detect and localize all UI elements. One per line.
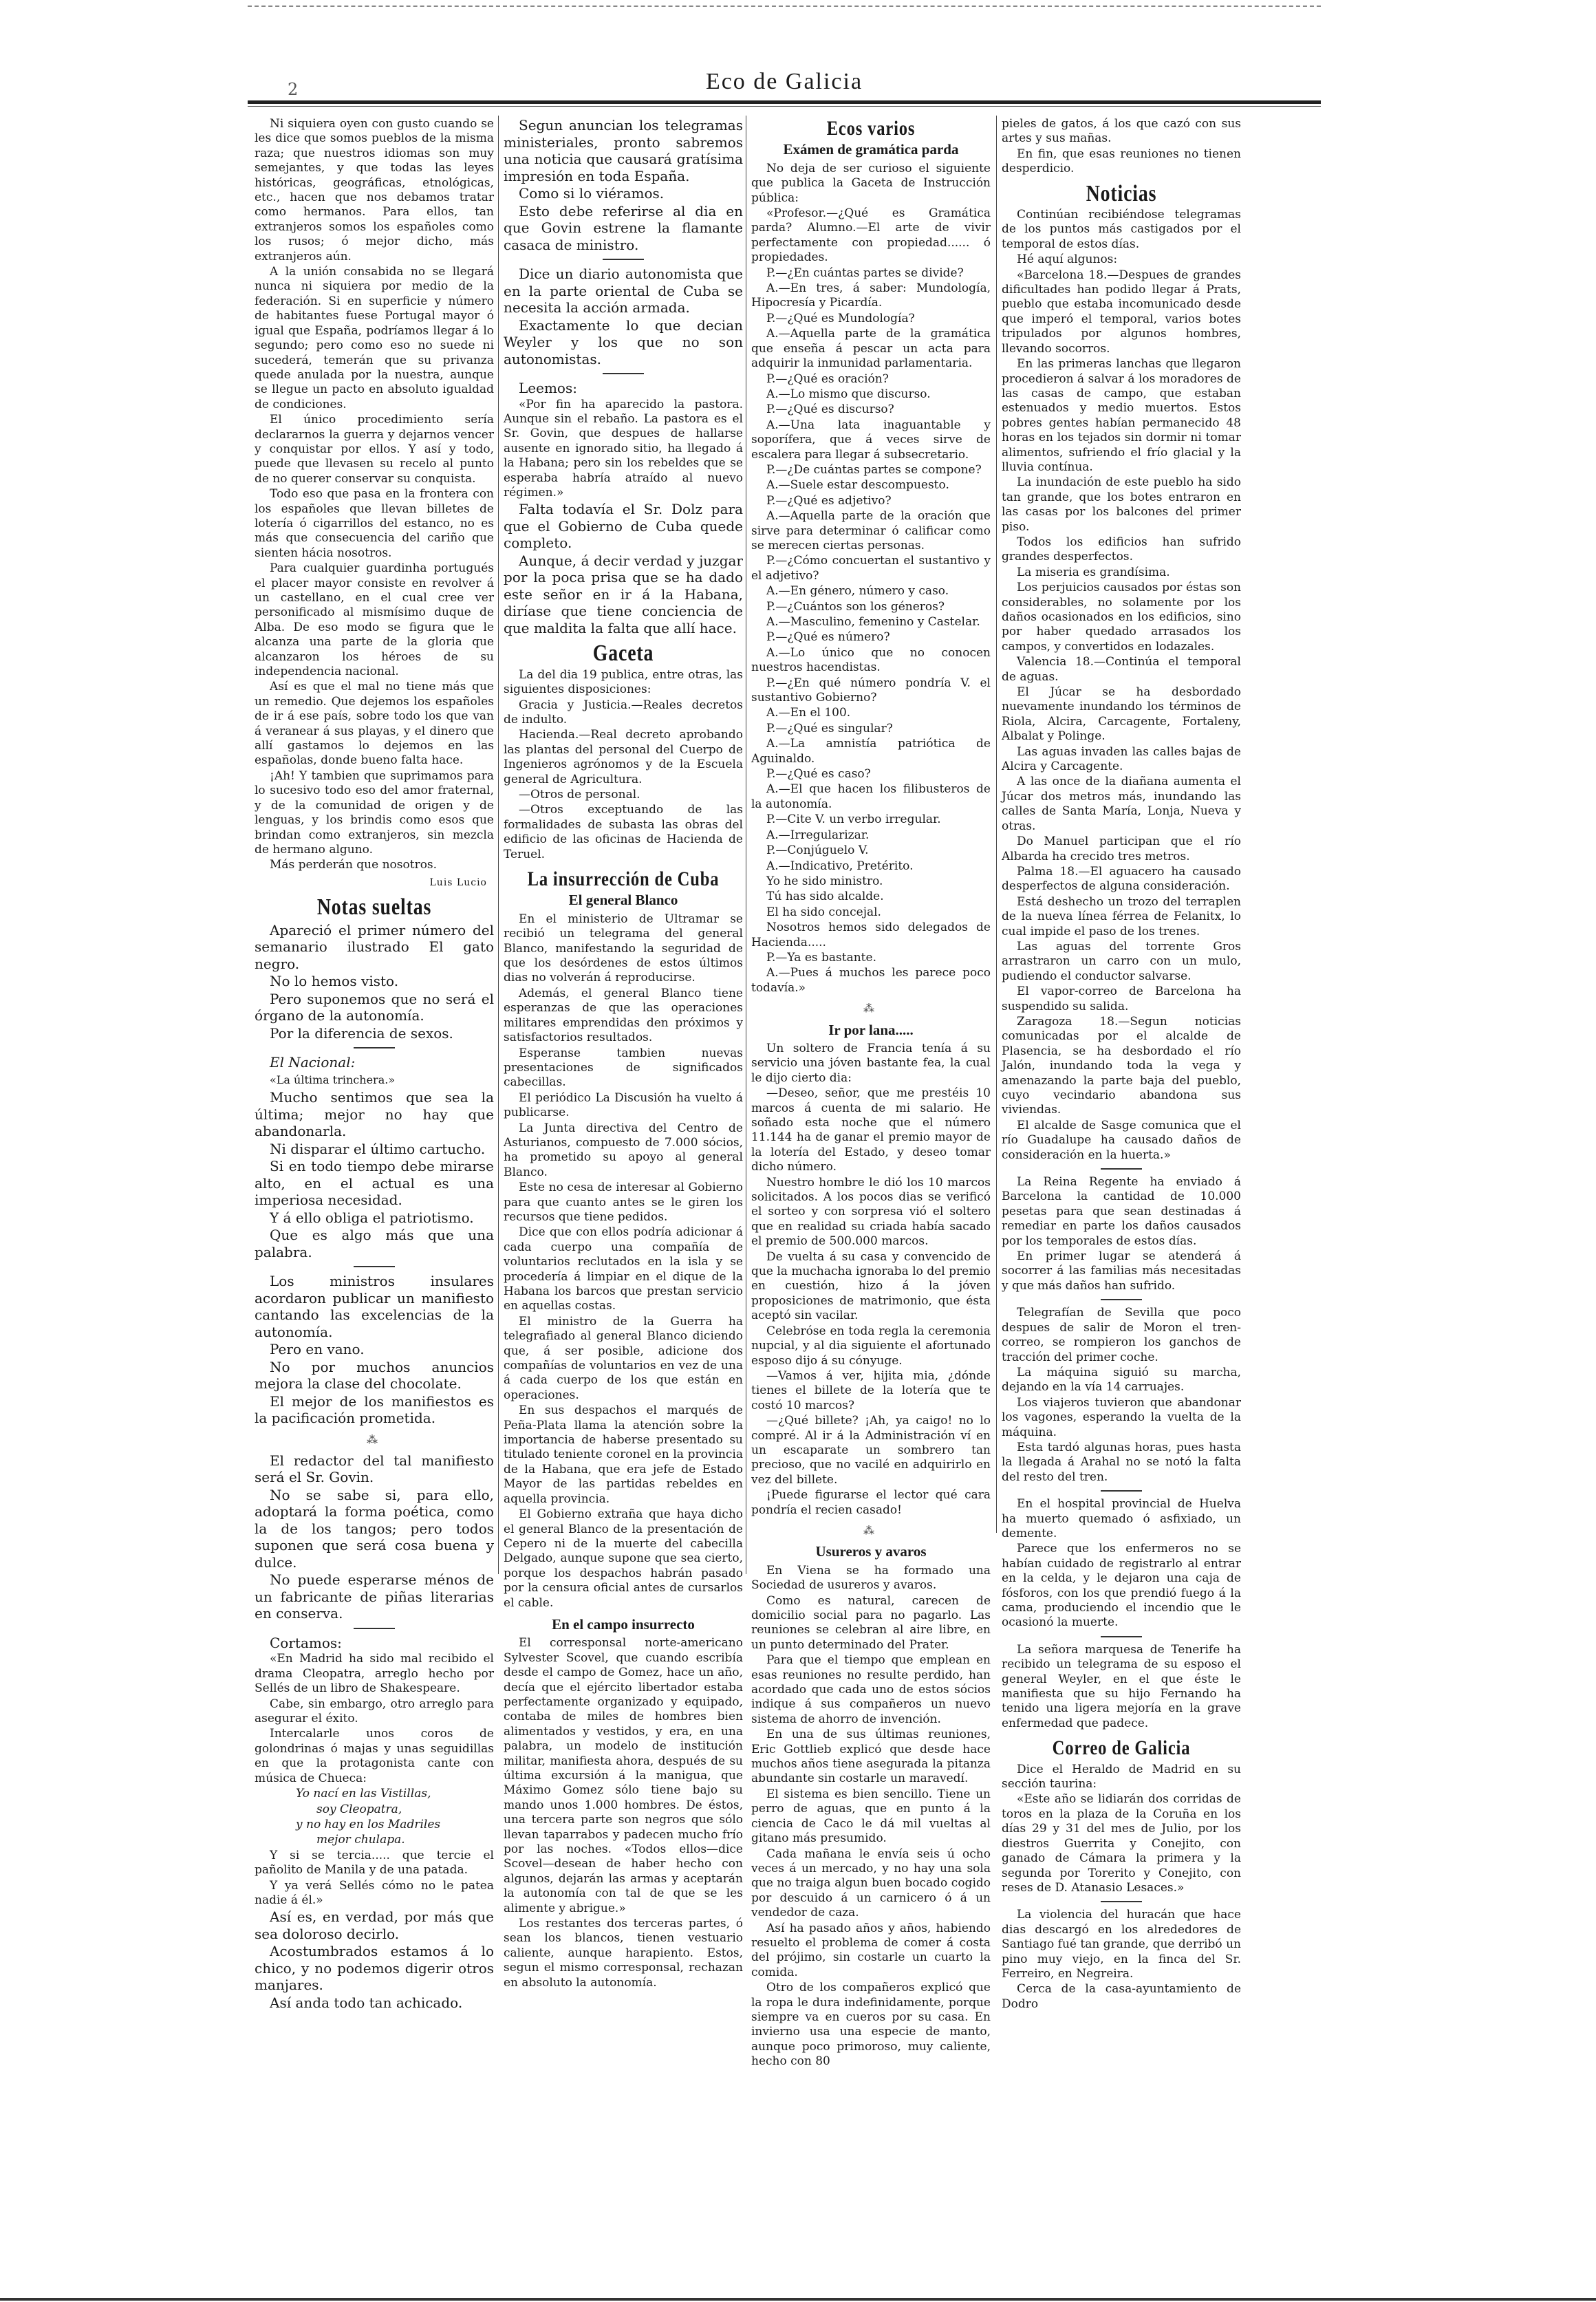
paragraph: Como si lo viéramos.: [519, 185, 665, 202]
paragraph: P.—¿Qué es Mundología?: [766, 311, 915, 325]
paragraph: Y á ello obliga el patriotismo.: [270, 1209, 474, 1226]
paragraph: A las once de la diañana aumenta el Júcar dos metros más, inundando las calles de Santa María, Lonja, Nueva y otras.: [1002, 775, 1241, 833]
paragraph: Cabe, sin embargo, otro arreglo para asegurar el éxito.: [255, 1697, 494, 1726]
paragraph: El ha sido concejal.: [766, 905, 881, 919]
paragraph: En sus despachos el marqués de Peña-Plata llama la atención sobre la importancia de haberse presentado su titulado teniente coronel en la provincia de la Habana, que era jefe de Estado Mayor de las partidas rebeldes en aquella provincia.: [504, 1403, 743, 1506]
paragraph: Palma 18.—El aguacero ha causado desperfectos de alguna consideración.: [1002, 864, 1241, 894]
paragraph: Mucho sentimos que sea la última; mejor no hay que abandonarla.: [255, 1089, 494, 1140]
paragraph: P.—¿Qué es singular?: [766, 721, 893, 735]
paragraph: P.—¿Cuántos son los géneros?: [766, 599, 945, 614]
paragraph: Y ya verá Sellés cómo no le patea nadie á él.»: [255, 1878, 494, 1907]
paragraph: A.—Indicativo, Pretérito.: [766, 859, 914, 873]
scan-bottom-edge: [0, 2298, 1596, 2301]
paragraph: La del dia 19 publica, entre otras, las siguientes disposiciones:: [504, 667, 743, 697]
paragraph: En Viena se ha formado una Sociedad de usureros y avaros.: [751, 1563, 991, 1593]
paragraph: El mejor de los manifiestos es la pacificación prometida.: [255, 1392, 494, 1427]
paragraph: A.—Lo mismo que discurso.: [766, 387, 931, 401]
paragraph: No se sabe si, para ello, adoptará la forma poética, como la de los tangos; pero todos suponen que será cosa buena y dulce.: [255, 1486, 494, 1571]
paragraph: Además, el general Blanco tiene esperanzas de que las operaciones militares emprendidas den próximos y satisfactorios resultados.: [504, 986, 743, 1045]
paragraph: P.—¿Cómo concuertan el sustantivo y el adjetivo?: [751, 554, 991, 583]
paragraph: Por la diferencia de sexos.: [270, 1024, 453, 1042]
scan-edge-rule: [248, 6, 1321, 7]
section-heading-notas-sueltas: Notas sueltas: [316, 894, 432, 921]
paragraph: A.—Irregularizar.: [766, 828, 870, 842]
paragraph: En fin, que esas reuniones no tienen desperdicio.: [1002, 147, 1241, 176]
paragraph: Exactamente lo que decian Weyler y los que no son autonomistas.: [504, 316, 743, 367]
paragraph: En una de sus últimas reuniones, Eric Gottlieb explicó que desde hace muchos años tiene asegurada la pitanza abundante sin costarle un maravedí.: [751, 1728, 991, 1786]
paragraph: Dice un diario autonomista que en la parte oriental de Cuba se necesita la acción armada.: [504, 266, 743, 316]
paragraph: La inundación de este pueblo ha sido tan grande, que los botes entraron en las casas por los balcones del primer piso.: [1002, 475, 1241, 534]
paragraph: Nuestro hombre le dió los 10 marcos solicitados. A los pocos dias se verificó el sorteo y con sorpresa vió el soltero que en realidad su criada había sacado el premio de 500.000 marcos.: [751, 1175, 991, 1249]
subheading-usureros: Usureros y avaros: [815, 1543, 927, 1560]
section-heading-insurreccion: La insurrección de Cuba: [527, 868, 720, 891]
verse-line: Yo nací en las Vistillas,: [296, 1787, 431, 1801]
paragraph: El Nacional:: [270, 1054, 356, 1071]
paragraph: Apareció el primer número del semanario ilustrado El gato negro.: [255, 921, 494, 972]
paragraph: Do Manuel participan que el río Albarda ha crecido tres metros.: [1002, 835, 1241, 863]
paragraph: Esta tardó algunas horas, pues hasta la llegada á Arahal no se notó la falta del resto del tren.: [1002, 1440, 1241, 1484]
paragraph: No lo hemos visto.: [270, 973, 399, 990]
paragraph: El Júcar se ha desbordado nuevamente inundando los términos de Riola, Alcira, Carcagente, Fortaleny, Albalat y Polinge.: [1002, 685, 1241, 744]
asterism-separator: ⁂: [863, 1523, 878, 1537]
paragraph: Así es, en verdad, por más que sea doloroso decirlo.: [255, 1908, 494, 1942]
paragraph: P.—¿De cuántas partes se compone?: [766, 462, 982, 477]
column-1: [255, 117, 494, 2011]
paragraph: P.—¿En qué número pondría V. el sustantivo Gobierno?: [751, 676, 991, 705]
paragraph: Este no cesa de interesar al Gobierno para que cuanto antes se le giren los recursos que tiene pedidos.: [504, 1181, 743, 1224]
paragraph: —Otros exceptuando de las formalidades de subasta las obras del edificio de las oficinas de Hacienda de Teruel.: [504, 803, 743, 861]
paragraph: P.—¿Qué es discurso?: [766, 402, 894, 417]
paragraph: Los viajeros tuvieron que abandonar los vagones, esperando la vuelta de la máquina.: [1002, 1395, 1241, 1439]
verse-line: soy Cleopatra,: [316, 1802, 402, 1816]
paragraph: A.—Suele estar descompuesto.: [766, 478, 949, 493]
paragraph: P.—Cite V. un verbo irregular.: [766, 813, 941, 827]
verse-line: mejor chulapa.: [316, 1833, 405, 1847]
paragraph: A.—Aquella parte de la oración que sirve para determinar ó calificar como se merecen ciertas personas.: [751, 509, 991, 552]
paragraph: «Barcelona 18.—Despues de grandes dificultades han podido llegar á Prats, pueblo que estaba incomunicado desde que imperó el temporal, varios botes tripulados por algunos hombres, llevando socorros.: [1002, 268, 1241, 356]
paragraph: Pero en vano.: [270, 1341, 365, 1358]
verse-line: y no hay en los Madriles: [296, 1817, 441, 1831]
paragraph: En las primeras lanchas que llegaron procedieron á salvar á los moradores de las casas de campo, que estaban estenuados y medio muertos. Estos pobres gentes habían permanecido 48 horas en los tejados sin dormir ni tomar alimentos, sufriendo el frío glacial y la lluvia contínua.: [1002, 357, 1241, 474]
separator-rule: [354, 1628, 395, 1629]
article-signature: Luis Lucio: [429, 876, 487, 888]
paragraph: En el ministerio de Ultramar se recibió un telegrama del general Blanco, manifestando la seguridad de que los desórdenes de estos últimos dias no volverán á reproducirse.: [504, 912, 743, 985]
paragraph: P.—¿En cuántas partes se divide?: [766, 266, 964, 280]
paragraph: La Reina Regente ha enviado á Barcelona la cantidad de 10.000 pesetas para que sean destinadas á remediar en parte los daños causados por los temporales de estos días.: [1002, 1175, 1241, 1248]
paragraph: Parece que los enfermeros no se habían cuidado de registrarlo al entrar en la celda, y le dejaron una caja de fósforos, con los que prendió fuego á la cama, produciendo el incendio que le ocasionó la muerte.: [1002, 1542, 1241, 1630]
paragraph: —¿Qué billete? ¡Ah, ya caigo! no lo compré. Al ir á la Administración ví en un escaparate un sombrero tan precioso, que no vacilé en adquirirlo en vez del billete.: [751, 1414, 991, 1487]
section-heading-ecos-varios: Ecos varios: [826, 117, 916, 140]
paragraph: A.—En el 100.: [766, 706, 851, 720]
paragraph: Cada mañana le envía seis ú ocho veces á un mercado, y no hay una sola que no traiga algun buen bocado cogido por descuido á un carnicero ó á un vendedor de caza.: [751, 1847, 991, 1920]
separator-rule: [354, 1266, 395, 1267]
paragraph: El periódico La Discusión ha vuelto á publicarse.: [504, 1090, 743, 1120]
paragraph: Todo eso que pasa en la frontera con los españoles que llevan billetes de lotería ó cigarrillos del estanco, no es más que consecuencia del cariño que sienten hácia nosotros.: [255, 487, 494, 560]
paragraph: En primer lugar se atenderá á socorrer á las familias más necesitadas y que más daños han sufrido.: [1002, 1249, 1241, 1293]
paragraph: Más perderán que nosotros.: [270, 858, 438, 872]
section-heading-noticias: Noticias: [1086, 180, 1157, 206]
paragraph: P.—¿Qué es adjetivo?: [766, 493, 892, 508]
newspaper-title: Eco de Galicia: [705, 69, 863, 94]
paragraph: La violencia del huracán que hace dias descargó en los alrededores de Santiago fué tan grande, que derribó un pino muy viejo, en la finca del Sr. Ferreiro, en Negreira.: [1002, 1908, 1241, 1981]
separator-rule: [354, 1047, 395, 1048]
paragraph: ¡Ah! Y tambien que suprimamos para lo sucesivo todo eso del amor fraternal, y de la comunidad de origen y de lenguas, y los brindis como esos que brindan como extranjeros, sin mezcla de hermano alguno.: [255, 768, 494, 857]
paragraph: Leemos:: [519, 380, 577, 396]
paragraph: Nosotros hemos sido delegados de Hacienda.....: [751, 921, 991, 949]
paragraph: De vuelta á su casa y convencido de que la muchacha ignoraba lo del premio en cuestión, hizo á la jóven proposiciones de matrimonio, que ésta aceptó sin vacilar.: [751, 1249, 991, 1323]
paragraph: El ministro de la Guerra ha telegrafiado al general Blanco diciendo que, á ser posible, adicione dos compañías de voluntarios en vez de una á cada cuerpo de los que están en operaciones.: [504, 1314, 743, 1402]
paragraph: Dice que con ellos podría adicionar á cada cuerpo una compañía de voluntarios reclutados en la isla y se procedería á limpiar en el dique de la Habana los barcos que prestan servicio en aquellas costas.: [504, 1225, 743, 1313]
paragraph: A la unión consabida no se llegará nunca ni siquiera por medio de la federación. Si en superficie y número de habitantes fuese Portugal mayor ó igual que España, podríamos llegar á lo segundo; pero como eso no suede ni sucederá, temerán que su privanza quede anulada por la nuestra, aunque se llegue un pacto en absoluto igualdad de condiciones.: [255, 265, 494, 411]
paragraph: No puede esperarse ménos de un fabricante de piñas literarias en conserva.: [255, 1571, 494, 1622]
masthead-rule-thin: [248, 106, 1321, 107]
paragraph: Está deshecho un trozo del terraplen de la nueva línea férrea de Felanitx, lo cual impide el paso de los trenes.: [1002, 894, 1241, 938]
paragraph: A.—En tres, á saber: Mundología, Hipocresía y Picardía.: [751, 281, 991, 310]
subheading-campo-insurrecto: En el campo insurrecto: [552, 1615, 695, 1633]
separator-rule: [603, 259, 644, 260]
subheading-general-blanco: El general Blanco: [568, 892, 678, 909]
paragraph: Celebróse en toda regla la ceremonia nupcial, y al dia siguiente el afortunado esposo dijo á su cónyuge.: [751, 1324, 991, 1368]
paragraph: Los ministros insulares acordaron publicar un manifiesto cantando las excelencias de la autonomía.: [255, 1273, 494, 1340]
paragraph: Falta todavía el Sr. Dolz para que el Gobierno de Cuba quede completo.: [504, 501, 743, 552]
paragraph: Intercalarle unos coros de golondrinas ó majas y unas seguidillas en que la protagonista cante con música de Chueca:: [255, 1727, 494, 1785]
paragraph: Las aguas del torrente Gros arrastraron un carro con un mulo, pudiendo el conductor salvarse.: [1002, 939, 1241, 983]
paragraph: Gracia y Justicia.—Reales decretos de indulto.: [504, 698, 743, 727]
paragraph: Esto debe referirse al dia en que Govin estrene la flamante casaca de ministro.: [504, 202, 743, 253]
subheading-examen: Exámen de gramática parda: [783, 141, 959, 158]
paragraph: «La última trinchera.»: [270, 1073, 396, 1086]
paragraph: Hé aquí algunos:: [1017, 252, 1118, 267]
section-heading-gaceta: Gaceta: [592, 641, 654, 667]
column-4: [1002, 117, 1241, 2011]
paragraph: No deja de ser curioso el siguiente que publica la Gaceta de Instrucción pública:: [751, 161, 991, 205]
paragraph: P.—Ya es bastante.: [766, 950, 876, 965]
paragraph: El redactor del tal manifiesto será el Sr. Govin.: [255, 1452, 494, 1486]
paragraph: La máquina siguió su marcha, dejando en la vía 14 carruajes.: [1002, 1365, 1241, 1395]
paragraph: ¡Puede figurarse el lector qué cara pondría el recien casado!: [751, 1488, 991, 1517]
paragraph: A.—Aquella parte de la gramática que enseña á pescar un acta para adquirir la inmunidad parlamentaria.: [751, 327, 991, 371]
paragraph: P.—Conjúguelo V.: [766, 843, 869, 858]
paragraph: Continúan recibiéndose telegramas de los puntos más castigados por el temporal de estos días.: [1002, 208, 1241, 251]
paragraph: Pero suponemos que no será el órgano de la autonomía.: [255, 990, 494, 1024]
paragraph: Y si se tercia..... que tercie el pañolito de Manila y de una patada.: [255, 1848, 494, 1878]
separator-rule: [1101, 1901, 1142, 1902]
paragraph: El Gobierno extraña que haya dicho el general Blanco de la presentación de Cepero ni de la muerte del cabecilla Delgado, aunque supone que sea cierto, porque los despachos habrán pasado por la censura oficial antes de cursarlos el cable.: [504, 1507, 743, 1610]
paragraph: «Este año se lidiarán dos corridas de toros en la plaza de la Coruña en los días 29 y 31 del mes de Julio, por los diestros Guerrita y Conejito, con ganado de Cámara la primera y la segunda por Torerito y Conejito, con reses de D. Atanasio Lesaces.»: [1002, 1792, 1241, 1895]
paragraph: P.—¿Qué es oración?: [766, 372, 889, 386]
paragraph: Así ha pasado años y años, habiendo resuelto el problema de comer á costa del prójimo, sin costarle un cuarto la comida.: [751, 1921, 991, 1979]
column-3: [751, 117, 991, 2069]
column-divider: [498, 116, 499, 1574]
paragraph: —Otros de personal.: [519, 788, 640, 802]
paragraph: La señora marquesa de Tenerife ha recibido un telegrama de su esposo el general Weyler, en el que éste le manifiesta que su hijo Fernando ha tenido una ligera mejoría en la grave enfermedad que padece.: [1002, 1642, 1241, 1730]
paragraph: Zaragoza 18.—Segun noticias comunicadas por el alcalde de Plasencia, se ha desbordado el río Jalón, inundando toda la vega y amenazando la parte baja del pueblo, cuyo vecindario abandona sus viviendas.: [1002, 1014, 1241, 1117]
paragraph: A.—La amnistía patriótica de Aguinaldo.: [751, 737, 991, 766]
separator-rule: [1101, 1490, 1142, 1492]
paragraph: Para que el tiempo que emplean en esas reuniones no resulte perdido, han acordado que cada uno de estos sócios indique á sus compañeros un nuevo sistema de ahorro de invención.: [751, 1653, 991, 1726]
paragraph: Así anda todo tan achicado.: [270, 1994, 463, 2011]
paragraph: Hacienda.—Real decreto aprobando las plantas del personal del Cuerpo de Ingenieros agrónomos y de la Escuela general de Agricultura.: [504, 728, 743, 786]
paragraph: Telegrafían de Sevilla que poco despues de salir de Moron el tren-correo, se rompieron los ganchos de tracción del primer coche.: [1002, 1306, 1241, 1364]
paragraph: A.—Pues á muchos les parece poco todavía.»: [751, 966, 991, 995]
paragraph: pieles de gatos, á los que cazó con sus artes y sus mañas.: [1002, 117, 1241, 146]
paragraph: Tú has sido alcalde.: [766, 890, 884, 904]
paragraph: Valencia 18.—Continúa el temporal de aguas.: [1002, 655, 1241, 684]
masthead-rule: [248, 100, 1321, 104]
paragraph: Si en todo tiempo debe mirarse alto, en el actual es una imperiosa necesidad.: [255, 1158, 494, 1209]
paragraph: El alcalde de Sasge comunica que el río Guadalupe ha causado daños de consideración en la huerta.»: [1002, 1118, 1241, 1162]
paragraph: Los perjuicios causados por éstas son considerables, no solamente por los daños ocasionados en los edificios, sino por haber quedado arrasados los campos, y convertidos en lodazales.: [1002, 581, 1241, 654]
paragraph: —Deseo, señor, que me prestéis 10 marcos á cuenta de mi salario. He soñado esta noche que el número 11.144 ha de ganar el premio mayor de la lotería del Estado, y deseo tomar dicho número.: [751, 1086, 991, 1174]
paragraph: Así es que el mal no tiene más que un remedio. Que dejemos los españoles de ir á ese país, sobre todo los que van á veranear á sus playas, y el dinero que allí gastamos lo dejemos en las españolas, donde bueno falta hace.: [255, 680, 494, 768]
paragraph: P.—¿Qué es número?: [766, 630, 890, 645]
paragraph: Acostumbrados estamos á lo chico, y no podemos digerir otros manjares.: [255, 1943, 494, 1994]
paragraph: En el hospital provincial de Huelva ha muerto quemado ó asfixiado, un demente.: [1002, 1497, 1241, 1540]
paragraph: Cerca de la casa-ayuntamiento de Dodro: [1002, 1982, 1241, 2011]
paragraph: A.—Lo único que no conocen nuestros hacendistas.: [751, 645, 991, 675]
paragraph: La miseria es grandísima.: [1017, 565, 1170, 579]
paragraph: Que es algo más que una palabra.: [255, 1227, 494, 1260]
paragraph: La Junta directiva del Centro de Asturianos, compuesto de 7.000 sócios, ha prometido su apoyo al general Blanco.: [504, 1121, 743, 1179]
paragraph: Todos los edificios han sufrido grandes desperfectos.: [1002, 535, 1241, 564]
paragraph: Esperanse tambien nuevas presentaciones de significados cabecillas.: [504, 1046, 743, 1090]
paragraph: El sistema es bien sencillo. Tiene un perro de aguas, que en punto á la ciencia de Caco le dá mil vueltas al gitano más presumido.: [751, 1787, 991, 1846]
paragraph: Las aguas invaden las calles bajas de Alcira y Carcagente.: [1002, 744, 1241, 774]
subheading-ir-por-lana: Ir por lana.....: [828, 1021, 914, 1038]
paragraph: Cortamos:: [270, 1634, 342, 1651]
paragraph: Aunque, á decir verdad y juzgar por la poca prisa que se ha dado este señor en ir á la Habana, diríase que tiene conciencia de que maldita la falta que allí hace.: [504, 552, 743, 636]
paragraph: Los restantes dos terceras partes, ó sean los blancos, tienen vestuario caliente, aunque harapiento. Estos, segun el mismo corresponsal, rechazan en absoluto la autonomía.: [504, 1917, 743, 1990]
separator-rule: [1101, 1636, 1142, 1637]
separator-rule: [603, 373, 644, 374]
paragraph: «Profesor.—¿Qué es Gramática parda? Alumno.—El arte de vivir perfectamente con propiedad...... ó propiedades.: [751, 206, 991, 265]
masthead: [248, 69, 1321, 99]
paragraph: Dice el Heraldo de Madrid en su sección taurina:: [1002, 1762, 1241, 1792]
paragraph: Segun anuncian los telegramas ministeriales, pronto sabremos una noticia que causará gratísima impresión en toda España.: [504, 117, 743, 184]
paragraph: P.—¿Qué es caso?: [766, 767, 871, 782]
paragraph: Ni siquiera oyen con gusto cuando se les dice que somos pueblos de la misma raza; que nuestros idiomas son muy semejantes, y que todas las leyes históricas, geográficas, etnológicas, etc., hacen que nos debamos tratar como hermanos. Para ellos, tan extranjeros somos los españoles como los rusos; ó mejor dicho, más extranjeros aún.: [255, 117, 494, 263]
paragraph: Un soltero de Francia tenía á su servicio una jóven bastante fea, la cual le dijo cierto dia:: [751, 1041, 991, 1085]
paragraph: El corresponsal norte-americano Sylvester Scovel, que cuando escribía desde el campo de Gomez, hace un año, decía que el ejército libertador estaba perfectamente organizado y equipado, contaba de miles de hombres bien alimentados y vestidos, y era, en una palabra, un modelo de institución militar, manifiesta ahora, después de su última excursión á la manigua, que Máximo Gomez sólo tiene bajo su mando unos 1.000 hombres. De éstos, una tercera parte son negros que sólo llevan taparrabos y padecen mucho frío por las noches. «Todos ellos—dice Scovel—desean de haber hecho con algunos, dejarán las armas y aceptarán la autonomía con tal de que se les alimente y abrigue.»: [504, 1636, 743, 1915]
paragraph: «En Madrid ha sido mal recibido el drama Cleopatra, arreglo hecho por Sellés de un libro de Shakespeare.: [255, 1652, 494, 1696]
paragraph: Ni disparar el último cartucho.: [270, 1140, 486, 1157]
page-number: 2: [288, 80, 299, 99]
paragraph: Otro de los compañeros explicó que la ropa le dura indefinidamente, porque siempre va en cueros por su casa. En invierno usa una especie de manto, aunque poco primoroso, muy caliente, hecho con 80: [751, 1981, 991, 2069]
paragraph: Yo he sido ministro.: [766, 874, 883, 888]
paragraph: No por muchos anuncios mejora la clase del chocolate.: [255, 1358, 494, 1392]
section-heading-correo-galicia: Correo de Galicia: [1052, 1736, 1191, 1760]
paragraph: A.—En género, número y caso.: [766, 584, 949, 599]
separator-rule: [1101, 1299, 1142, 1300]
paragraph: —Vamos á ver, hijita mia, ¿dónde tienes el billete de la lotería que te costó 10 marcos?: [751, 1368, 991, 1412]
paragraph: A.—El que hacen los filibusteros de la autonomía.: [751, 782, 991, 811]
paragraph: «Por fin ha aparecido la pastora. Aunque sin el rebaño. La pastora es el Sr. Govin, que despues de hallarse ausente en ignorado sitio, ha llegado á la Habana; pero sin los rebeldes que se esperaba habría atraído al nuevo régimen.»: [504, 397, 743, 499]
paragraph: A.—Una lata inaguantable y soporífera, que á veces sirve de escalera para llegar á subsecretario.: [751, 418, 991, 462]
column-2: [504, 117, 743, 1990]
column-divider: [996, 116, 997, 1533]
paragraph: El vapor-correo de Barcelona ha suspendido su salida.: [1002, 985, 1241, 1013]
asterism-separator: ⁂: [367, 1432, 382, 1446]
paragraph: El único procedimiento sería declararnos la guerra y dejarnos vencer y conquistar por ellos. Y así y todo, puede que llevasen su recelo al punto de no querer conservar su conquista.: [255, 413, 494, 486]
paragraph: Como es natural, carecen de domicilio social para no pagarlo. Las reuniones se celebran al aire libre, en un punto determinado del Prater.: [751, 1593, 991, 1652]
separator-rule: [1101, 1168, 1142, 1170]
asterism-separator: ⁂: [863, 1002, 878, 1015]
paragraph: Para cualquier guardinha portugués el placer mayor consiste en revolver á un castellano, en el cual cree ver personificado al mismísimo duque de Alba. De eso modo se figura que le alcanza una parte de la gloria que alcanzaron los héroes de su independencia nacional.: [255, 561, 494, 679]
paragraph: A.—Masculino, femenino y Castelar.: [766, 615, 980, 629]
